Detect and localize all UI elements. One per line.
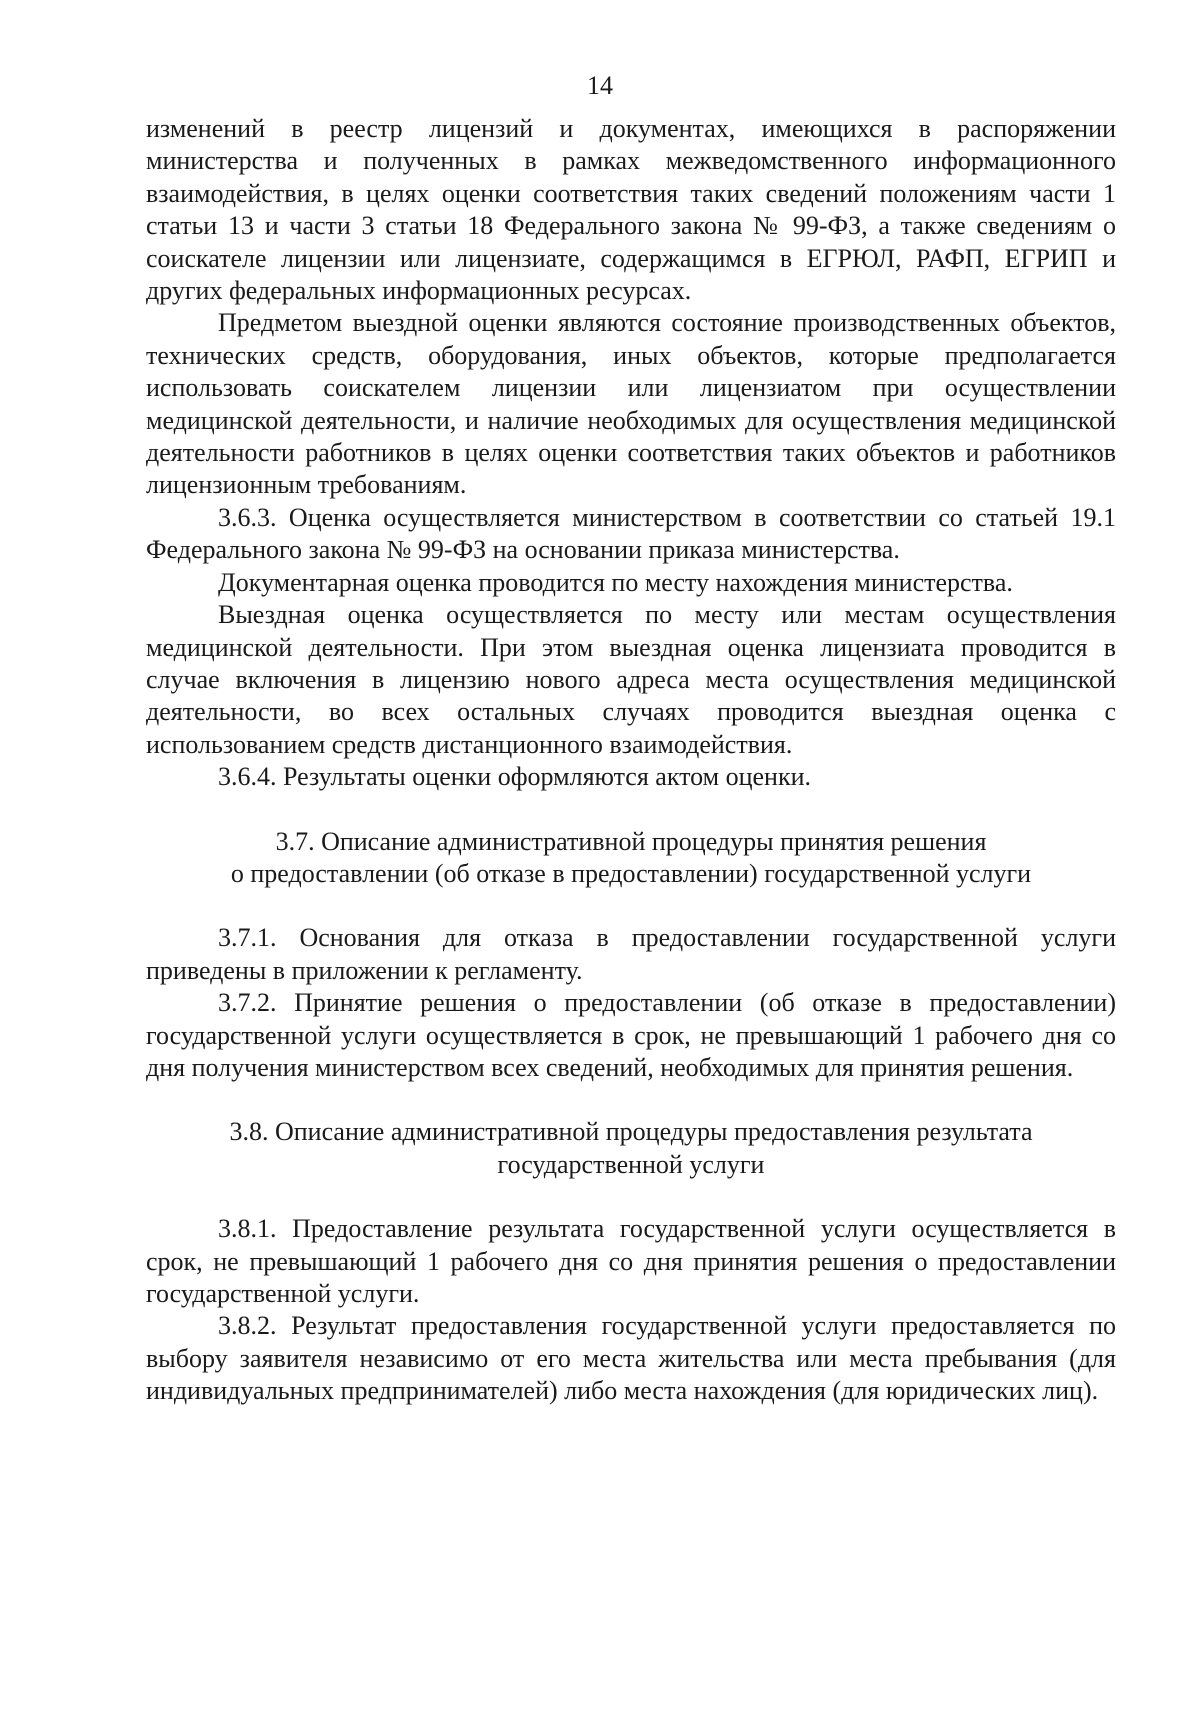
paragraph-field-assessment-location: Выездная оценка осуществляется по месту или местам осуществления медицинской деятельности. При этом выездная оценка лицензиата проводится в случае включения в лицензию нового адреса места осуществления медицинской деятельности, во всех остальных случаях проводится выездная оценка с использованием средств дистанционного взаимодействия. (146, 600, 1116, 759)
document-body (146, 113, 1116, 1408)
paragraph-3-7-1: 3.7.1. Основания для отказа в предоставлении государственной услуги приведены в приложении к регламенту. (146, 923, 1116, 985)
paragraph-continuation: изменений в реестр лицензий и документах, имеющихся в распоряжении министерства и полученных в рамках межведомственного информационного взаимодействия, в целях оценки соответствия таких сведений положениям части 1 статьи 13 и части 3 статьи 18 Федерального закона № 99-ФЗ, а также сведениям о соискателе лицензии или лицензиате, содержащимся в ЕГРЮЛ, РАФП, ЕГРИП и других федеральных информационных ресурсах. (146, 114, 1116, 306)
section-heading-3-7-line2: о предоставлении (об отказе в предоставлении) государственной услуги (230, 858, 1032, 888)
section-heading-3-7 (146, 826, 1116, 891)
paragraph-documentary-assessment: Документарная оценка проводится по месту нахождения министерства. (218, 567, 1013, 597)
section-heading-3-7-line1: 3.7. Описание административной процедуры принятия решения (275, 826, 987, 856)
section-heading-3-8 (146, 1116, 1116, 1181)
section-heading-3-8-line1: 3.8. Описание административной процедуры предоставления результата (229, 1117, 1033, 1147)
section-heading-3-8-line2: государственной услуги (497, 1149, 765, 1179)
paragraph-3-6-4: 3.6.4. Результаты оценки оформляются актом оценки. (218, 762, 812, 792)
paragraph-3-8-1: 3.8.1. Предоставление результата государственной услуги осуществляется в срок, не превышающий 1 рабочего дня со дня принятия решения о предоставлении государственной услуги. (146, 1214, 1116, 1308)
paragraph-3-7-2: 3.7.2. Принятие решения о предоставлении (об отказе в предоставлении) государственной услуги осуществляется в срок, не превышающий 1 рабочего дня со дня получения министерством всех сведений, необходимых для принятия решения. (146, 988, 1116, 1082)
page-number: 14 (587, 71, 613, 100)
paragraph-3-6-3: 3.6.3. Оценка осуществляется министерством в соответствии со статьей 19.1 Федерального закона № 99-ФЗ на основании приказа министерства. (146, 502, 1116, 565)
paragraph-field-assessment-subject: Предметом выездной оценки являются состояние производственных объектов, технических средств, оборудования, иных объектов, которые предполагается использовать соискателем лицензии или лицензиатом при осуществлении медицинской деятельности, и наличие необходимых для осуществления медицинской деятельности работников в целях оценки соответствия таких объектов и работников лицензионным требованиям. (146, 308, 1116, 500)
paragraph-3-8-2: 3.8.2. Результат предоставления государственной услуги предоставляется по выбору заявителя независимо от его места жительства или места пребывания (для индивидуальных предпринимателей) либо места нахождения (для юридических лиц). (146, 1311, 1116, 1406)
